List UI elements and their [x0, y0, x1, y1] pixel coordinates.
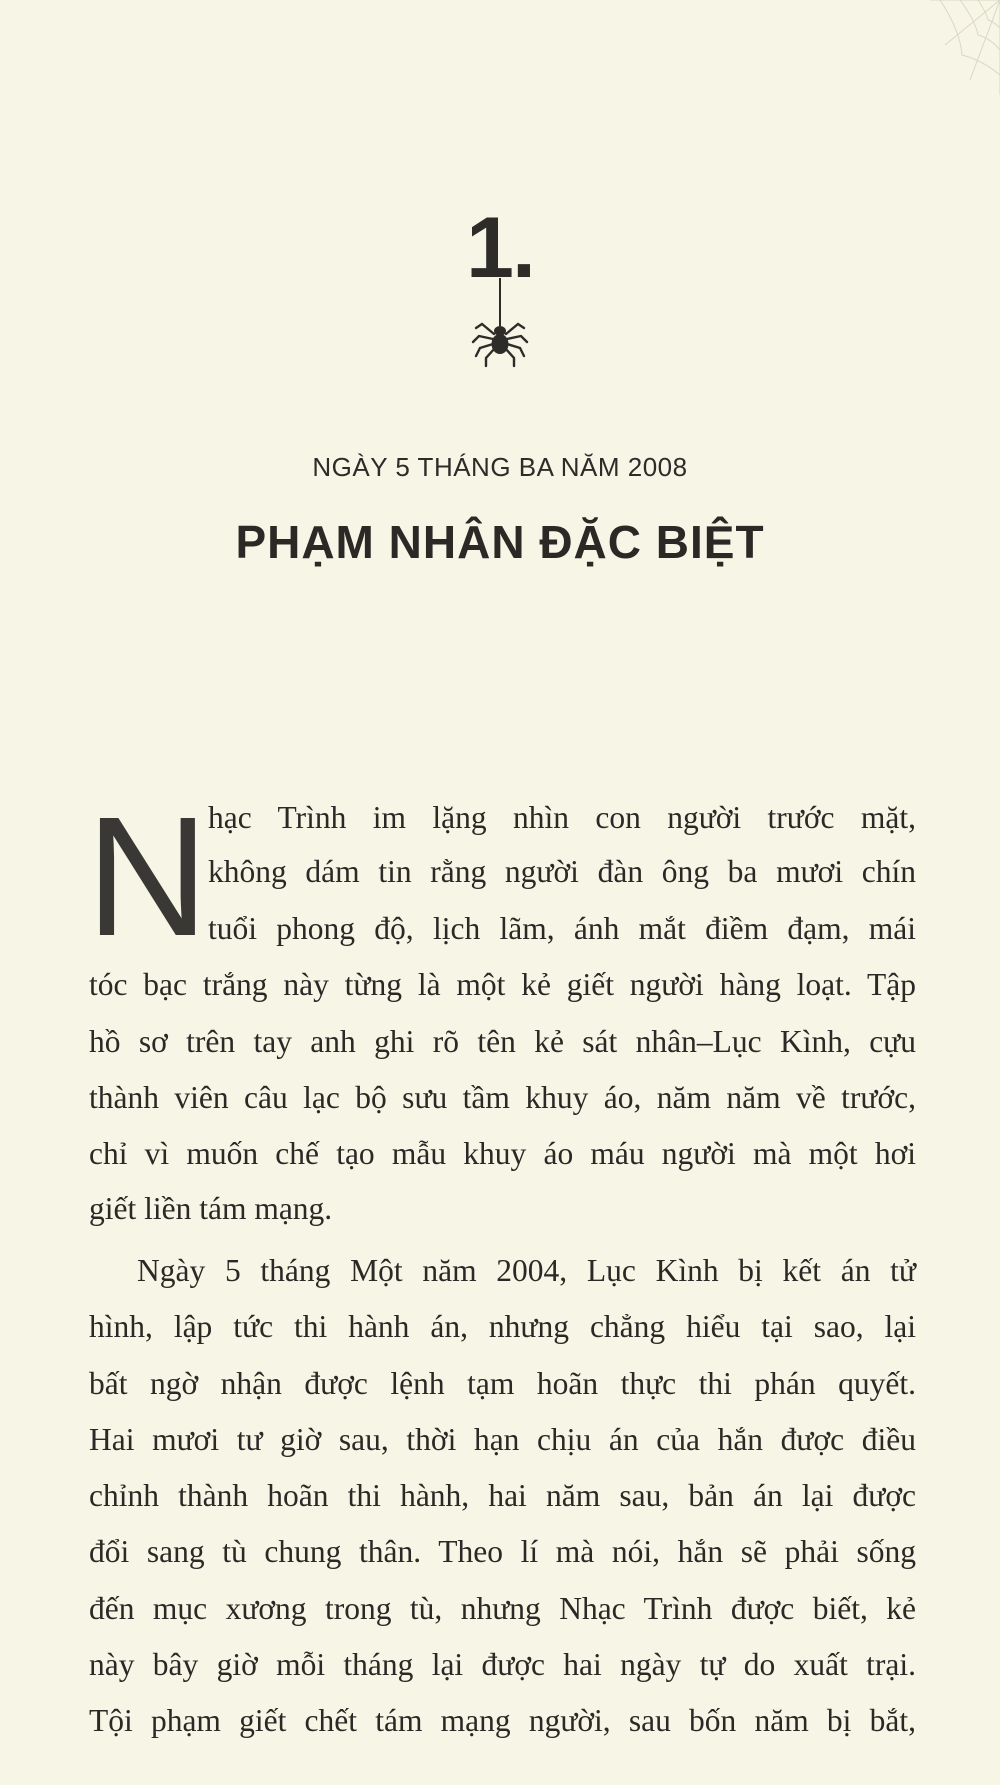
body-line: đổi sang tù chung thân. Theo lí mà nói, hắn sẽ phải sống: [89, 1534, 916, 1569]
drop-cap: N: [86, 782, 209, 972]
body-line: không dám tin rằng người đàn ông ba mươi chín: [208, 854, 916, 889]
body-line: hạc Trình im lặng nhìn con người trước mặt,: [208, 800, 916, 835]
spider-icon: [470, 278, 530, 373]
body-line: tóc bạc trắng này từng là một kẻ giết người hàng loạt. Tập: [89, 967, 916, 1002]
body-line: tuổi phong độ, lịch lãm, ánh mắt điềm đạm, mái: [208, 911, 916, 946]
body-line: thành viên câu lạc bộ sưu tầm khuy áo, năm năm về trước,: [89, 1080, 916, 1115]
body-line: chỉnh thành hoãn thi hành, hai năm sau, bản án lại được: [89, 1478, 916, 1513]
body-line: hình, lập tức thi hành án, nhưng chẳng hiểu tại sao, lại: [89, 1309, 916, 1344]
spider-web-decoration: [890, 0, 1000, 110]
body-line: hồ sơ trên tay anh ghi rõ tên kẻ sát nhân–Lục Kình, cựu: [89, 1024, 916, 1059]
body-line: Hai mươi tư giờ sau, thời hạn chịu án của hắn được điều: [89, 1422, 916, 1457]
body-line: giết liền tám mạng.: [89, 1191, 333, 1226]
body-line: chỉ vì muốn chế tạo mẫu khuy áo máu người mà một hơi: [89, 1136, 916, 1171]
chapter-title: PHẠM NHÂN ĐẶC BIỆT: [235, 516, 765, 568]
chapter-date: NGÀY 5 THÁNG BA NĂM 2008: [312, 452, 688, 482]
body-line: này bây giờ mỗi tháng lại được hai ngày tự do xuất trại.: [89, 1647, 916, 1682]
chapter-number: 1.: [466, 200, 534, 296]
body-line: Ngày 5 tháng Một năm 2004, Lục Kình bị kết án tử: [137, 1253, 916, 1288]
body-line: đến mục xương trong tù, nhưng Nhạc Trình được biết, kẻ: [89, 1591, 916, 1626]
body-line: Tội phạm giết chết tám mạng người, sau bốn năm bị bắt,: [89, 1703, 916, 1738]
body-line: bất ngờ nhận được lệnh tạm hoãn thực thi phán quyết.: [89, 1366, 916, 1401]
